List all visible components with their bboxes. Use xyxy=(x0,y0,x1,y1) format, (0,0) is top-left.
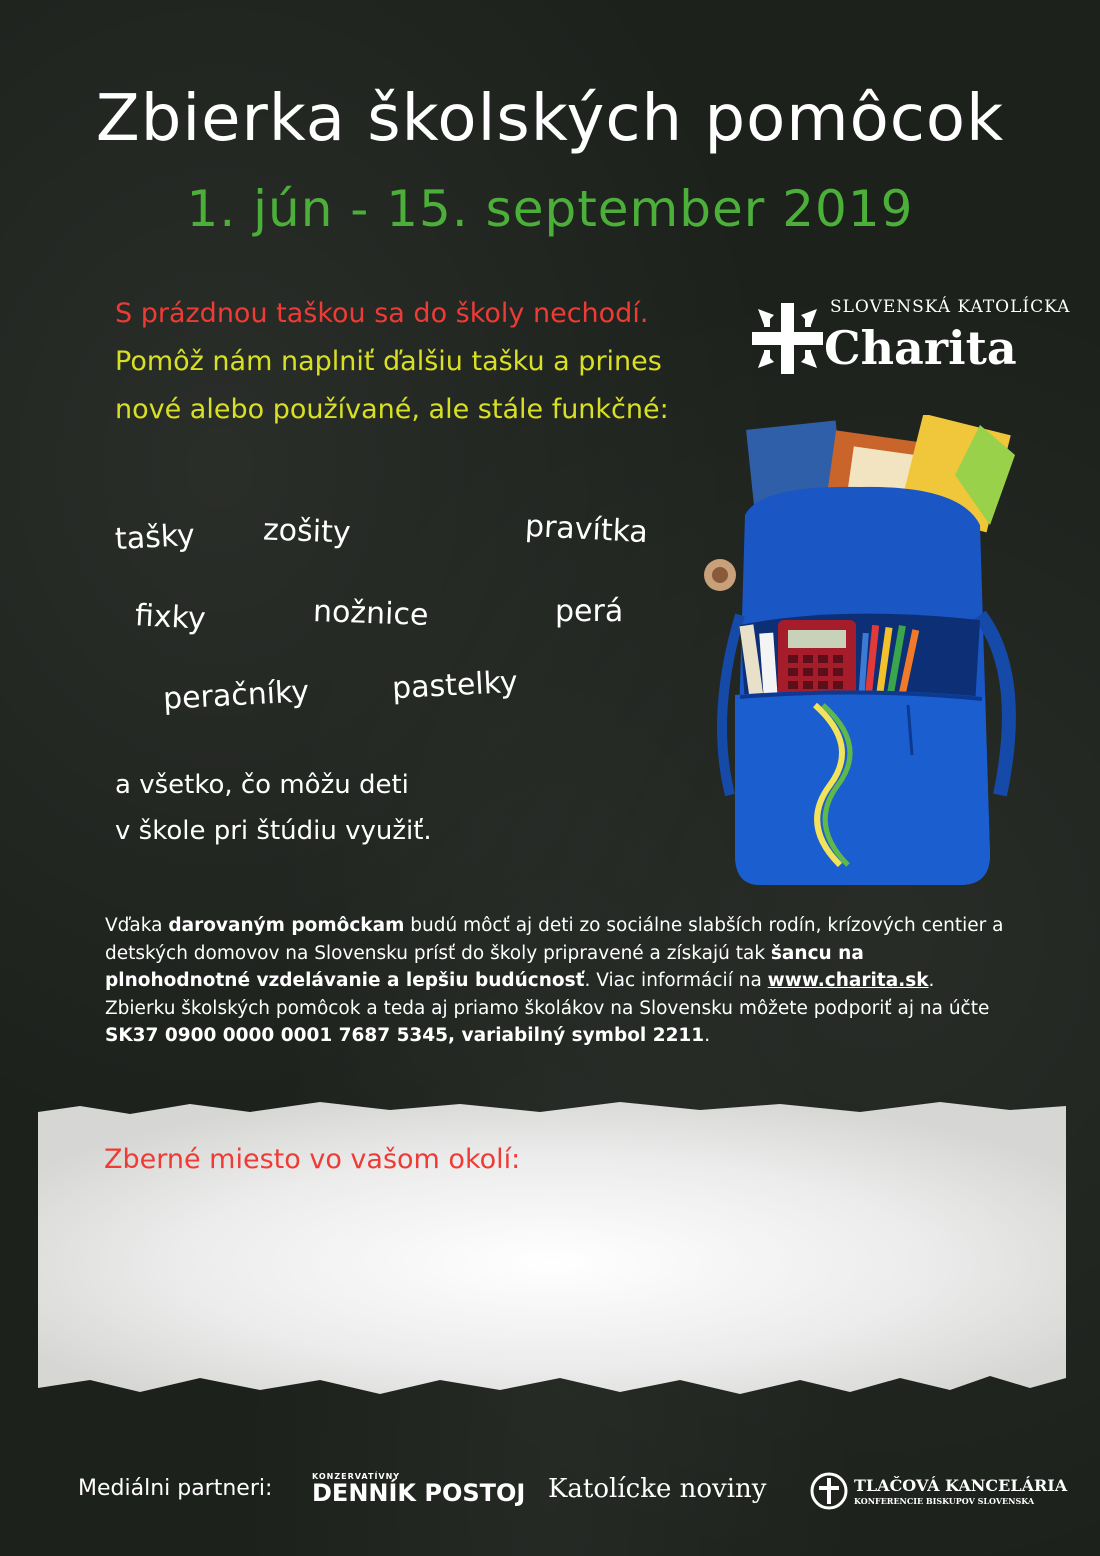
tlacova-kancelaria-logo xyxy=(810,1472,1068,1514)
katolicke-noviny-logo: Katolícke noviny xyxy=(548,1474,767,1504)
intro-line-3: nové alebo používané, ale stále funkčné: xyxy=(115,394,669,425)
charita-logo-subtitle: SLOVENSKÁ KATOLÍCKA xyxy=(830,297,1071,317)
info-text-4: . Zbierku školských pomôcok a teda aj priamo školákov na Slovensku môžete podporiť aj na účte xyxy=(105,970,990,1019)
tk-kbs-icon xyxy=(810,1472,848,1510)
item-markers: fixky xyxy=(134,598,207,637)
info-text-5: . xyxy=(704,1025,711,1046)
charita-logo xyxy=(750,297,1071,387)
media-partners-label: Mediálni partneri: xyxy=(78,1476,273,1501)
closing-line-1: a všetko, čo môžu deti xyxy=(115,770,409,800)
backpack-illustration xyxy=(690,415,1030,895)
info-text-1: Vďaka xyxy=(105,915,169,936)
item-notebooks: zošity xyxy=(262,512,352,551)
info-bold-donated-aids: darovaným pomôckam xyxy=(168,915,405,936)
info-bold-chance: šancu na plnohodnotné vzdelávanie a lepšiu budúcnosť xyxy=(105,942,864,991)
collection-dates: 1. jún - 15. september 2019 xyxy=(186,180,914,238)
bank-account-details: SK37 0900 0000 0001 7687 5345, variabilný symbol 2211 xyxy=(105,1025,705,1046)
item-pencil-cases: peračníky xyxy=(162,674,310,717)
collection-point-label: Zberné miesto vo vašom okolí: xyxy=(104,1144,521,1175)
item-rulers: pravítka xyxy=(524,508,649,551)
tk-logo-name: TLAČOVÁ KANCELÁRIA xyxy=(854,1476,1068,1495)
charita-cross-icon xyxy=(750,301,825,376)
intro-line-2: Pomôž nám naplniť ďalšiu tašku a prines xyxy=(115,346,662,377)
info-text-3: . Viac informácií na xyxy=(584,970,768,991)
intro-line-1: S prázdnou taškou sa do školy nechodí. xyxy=(115,298,649,329)
item-crayons: pastelky xyxy=(391,664,519,707)
item-bags: tašky xyxy=(114,517,196,558)
info-text-2: budú môcť aj deti zo sociálne slabších rodín, krízových centier a detských domovov na Slovensku prísť do školy pripravené a získajú tak xyxy=(105,915,1004,964)
postoj-logo-name: DENNÍK POSTOJ xyxy=(312,1479,526,1507)
item-pens: perá xyxy=(555,594,624,629)
item-scissors: nožnice xyxy=(312,593,429,634)
poster-title: Zbierka školských pomôcok xyxy=(95,82,1005,156)
charita-logo-name: Charita xyxy=(824,321,1017,375)
dennik-postoj-logo xyxy=(312,1472,525,1505)
info-paragraph xyxy=(105,912,1005,1050)
closing-line-2: v škole pri štúdiu využiť. xyxy=(115,816,432,846)
charita-website-link[interactable]: www.charita.sk xyxy=(767,970,929,991)
postoj-logo-subtitle: KONZERVATÍVNY xyxy=(312,1472,401,1481)
tk-logo-subtitle: KONFERENCIE BISKUPOV SLOVENSKA xyxy=(854,1496,1035,1506)
